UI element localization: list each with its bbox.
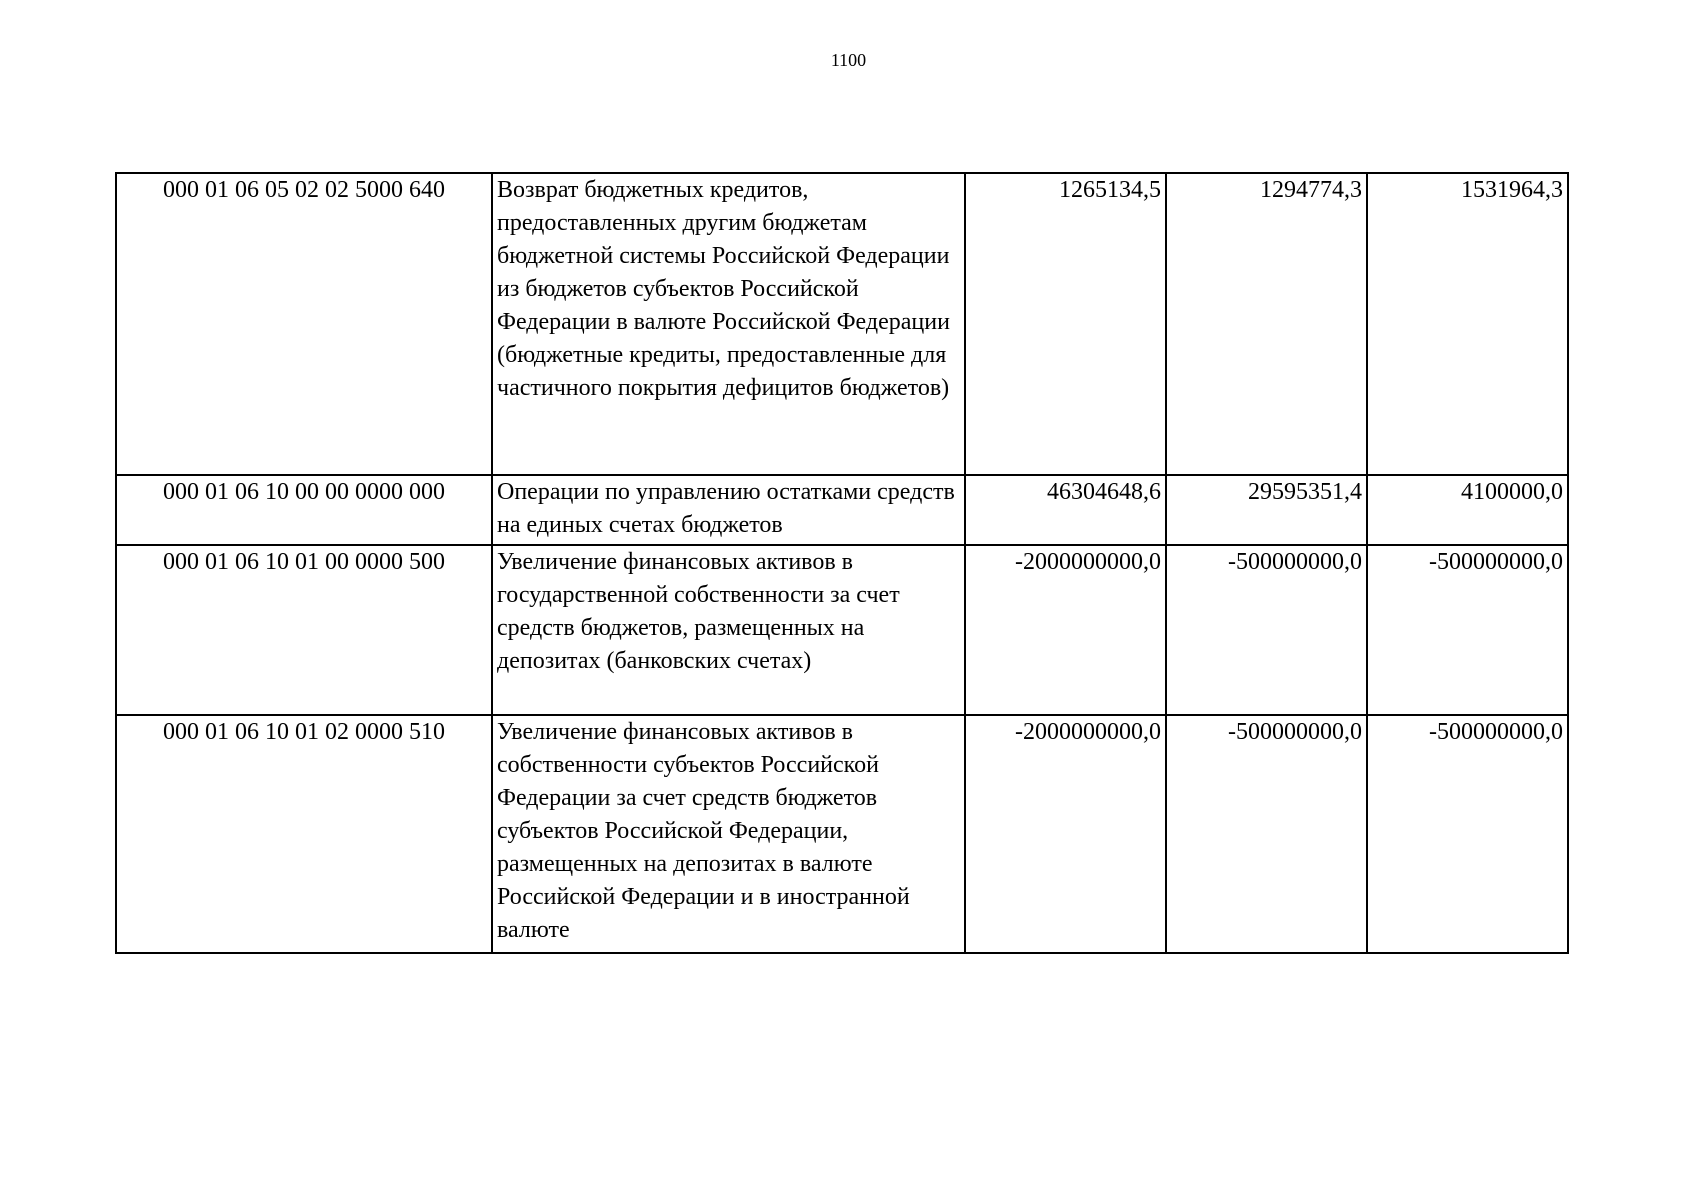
amount-cell-1: 46304648,6	[965, 475, 1166, 545]
amount-cell-3: 1531964,3	[1367, 173, 1568, 475]
description-cell: Увеличение финансовых активов в государственной собственности за счет средств бюджетов, размещенных на депозитах (банковских счетах)	[492, 545, 965, 715]
table-row	[116, 715, 1568, 953]
budget-code-cell: 000 01 06 05 02 02 5000 640	[116, 173, 492, 475]
budget-code-cell: 000 01 06 10 01 00 0000 500	[116, 545, 492, 715]
amount-cell-3: 4100000,0	[1367, 475, 1568, 545]
table-row	[116, 173, 1568, 475]
amount-cell-3: -500000000,0	[1367, 715, 1568, 953]
amount-cell-2: 1294774,3	[1166, 173, 1367, 475]
table-row	[116, 475, 1568, 545]
amount-cell-2: -500000000,0	[1166, 545, 1367, 715]
description-cell: Операции по управлению остатками средств на единых счетах бюджетов	[492, 475, 965, 545]
amount-cell-2: -500000000,0	[1166, 715, 1367, 953]
budget-code-cell: 000 01 06 10 01 02 0000 510	[116, 715, 492, 953]
amount-cell-1: 1265134,5	[965, 173, 1166, 475]
amount-cell-3: -500000000,0	[1367, 545, 1568, 715]
description-cell: Возврат бюджетных кредитов, предоставленных другим бюджетам бюджетной системы Российской Федерации из бюджетов субъектов Российской Федерации в валюте Российской Федерации (бюджетные кредиты, предоставленные для частичного покрытия дефицитов бюджетов)	[492, 173, 965, 475]
table-row	[116, 545, 1568, 715]
amount-cell-1: -2000000000,0	[965, 545, 1166, 715]
amount-cell-2: 29595351,4	[1166, 475, 1367, 545]
description-cell: Увеличение финансовых активов в собственности субъектов Российской Федерации за счет средств бюджетов субъектов Российской Федерации, размещенных на депозитах в валюте Российской Федерации и в иностранной валюте	[492, 715, 965, 953]
page-number: 1100	[830, 50, 867, 70]
budget-code-cell: 000 01 06 10 00 00 0000 000	[116, 475, 492, 545]
amount-cell-1: -2000000000,0	[965, 715, 1166, 953]
budget-table	[115, 172, 1569, 954]
